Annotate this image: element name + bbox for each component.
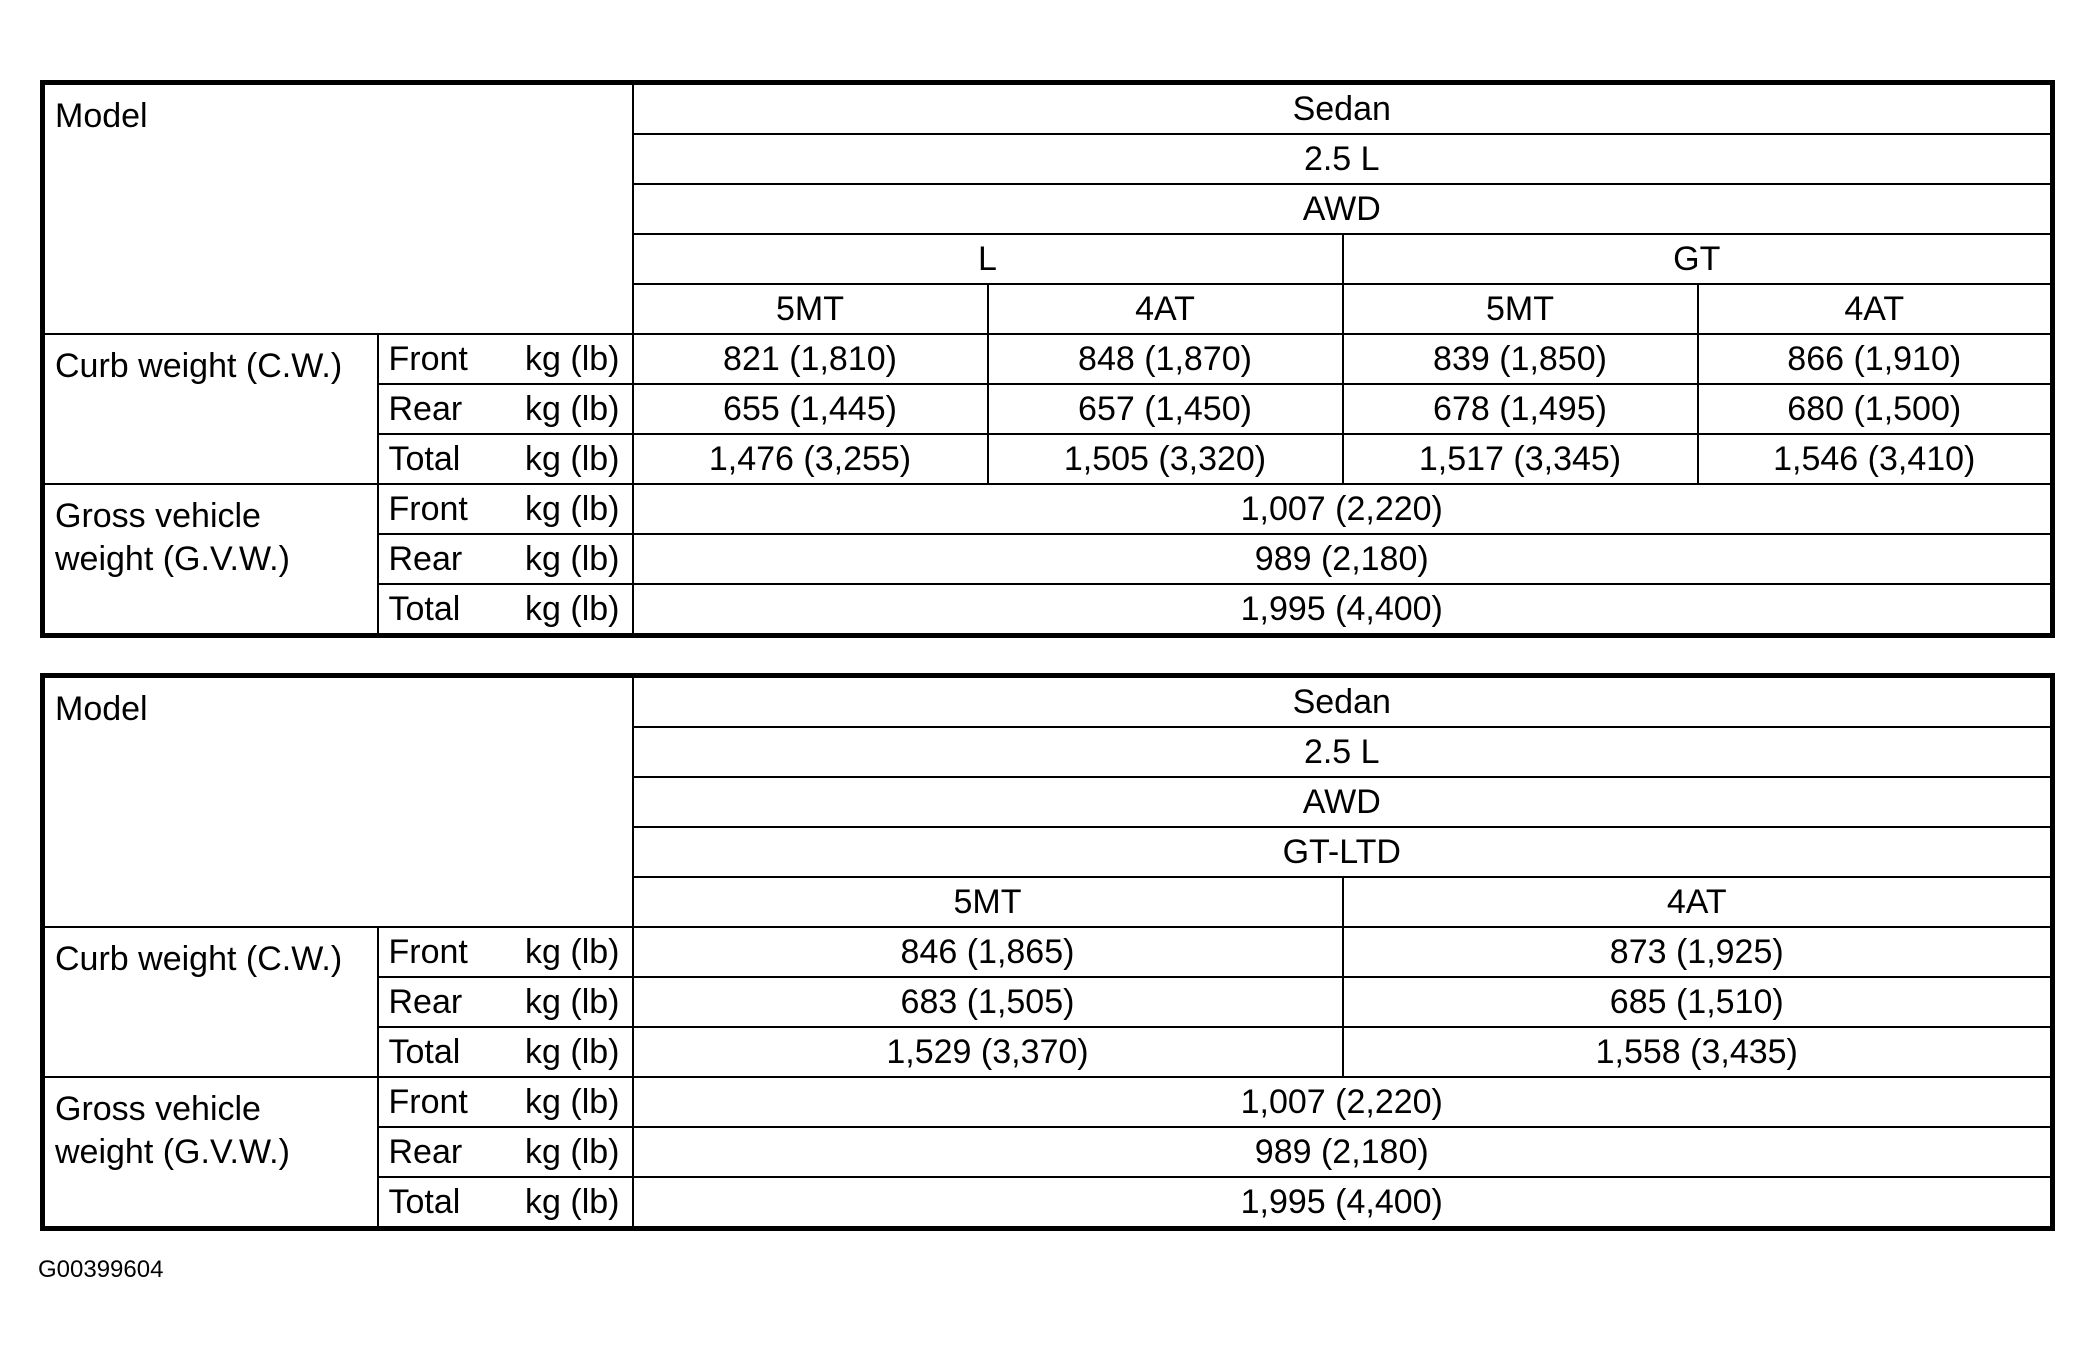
weight-value: 655 (1,445) — [633, 384, 988, 434]
table-row — [43, 927, 2053, 977]
figure-id: G00399604 — [38, 1256, 164, 1283]
unit-label: kg (lb) — [498, 1077, 633, 1127]
weight-value: 1,558 (3,435) — [1343, 1027, 2053, 1077]
position-label: Rear — [378, 534, 498, 584]
transmission-header: 5MT — [1343, 284, 1698, 334]
position-label: Total — [378, 1027, 498, 1077]
position-label: Front — [378, 1077, 498, 1127]
model-label: Model — [43, 83, 633, 335]
unit-label: kg (lb) — [498, 384, 633, 434]
weight-value: 1,007 (2,220) — [633, 1077, 2053, 1127]
unit-label: kg (lb) — [498, 584, 633, 636]
position-label: Rear — [378, 384, 498, 434]
unit-label: kg (lb) — [498, 927, 633, 977]
drive-type: AWD — [633, 777, 2053, 827]
grade-l: L — [633, 234, 1343, 284]
weight-value: 1,546 (3,410) — [1698, 434, 2053, 484]
weight-value: 1,995 (4,400) — [633, 584, 2053, 636]
table-row — [43, 1077, 2053, 1127]
unit-label: kg (lb) — [498, 1027, 633, 1077]
body-type: Sedan — [633, 676, 2053, 728]
grade-gt: GT — [1343, 234, 2053, 284]
position-label: Front — [378, 334, 498, 384]
unit-label: kg (lb) — [498, 1127, 633, 1177]
weight-value: 848 (1,870) — [988, 334, 1343, 384]
table-row — [43, 484, 2053, 534]
position-label: Front — [378, 927, 498, 977]
weight-value: 678 (1,495) — [1343, 384, 1698, 434]
weight-value: 680 (1,500) — [1698, 384, 2053, 434]
weight-value: 685 (1,510) — [1343, 977, 2053, 1027]
weight-value: 1,995 (4,400) — [633, 1177, 2053, 1229]
weight-value: 839 (1,850) — [1343, 334, 1698, 384]
curb-weight-label: Curb weight (C.W.) — [43, 334, 378, 484]
transmission-header: 5MT — [633, 877, 1343, 927]
gvw-label: Gross vehicle weight (G.V.W.) — [43, 1077, 378, 1229]
weight-value: 846 (1,865) — [633, 927, 1343, 977]
weight-value: 1,007 (2,220) — [633, 484, 2053, 534]
model-label: Model — [43, 676, 633, 928]
unit-label: kg (lb) — [498, 534, 633, 584]
unit-label: kg (lb) — [498, 434, 633, 484]
weight-value: 989 (2,180) — [633, 534, 2053, 584]
weight-value: 1,517 (3,345) — [1343, 434, 1698, 484]
weight-value: 1,529 (3,370) — [633, 1027, 1343, 1077]
position-label: Total — [378, 584, 498, 636]
curb-weight-label: Curb weight (C.W.) — [43, 927, 378, 1077]
position-label: Rear — [378, 977, 498, 1027]
transmission-header: 4AT — [1698, 284, 2053, 334]
engine-displacement: 2.5 L — [633, 134, 2053, 184]
weight-value: 683 (1,505) — [633, 977, 1343, 1027]
transmission-header: 4AT — [988, 284, 1343, 334]
engine-displacement: 2.5 L — [633, 727, 2053, 777]
weight-value: 657 (1,450) — [988, 384, 1343, 434]
position-label: Front — [378, 484, 498, 534]
weight-value: 821 (1,810) — [633, 334, 988, 384]
position-label: Total — [378, 434, 498, 484]
position-label: Rear — [378, 1127, 498, 1177]
weight-value: 989 (2,180) — [633, 1127, 2053, 1177]
position-label: Total — [378, 1177, 498, 1229]
transmission-header: 4AT — [1343, 877, 2053, 927]
grade-gt-ltd: GT-LTD — [633, 827, 2053, 877]
unit-label: kg (lb) — [498, 484, 633, 534]
vehicle-weight-table-1 — [40, 80, 2055, 638]
weight-value: 1,505 (3,320) — [988, 434, 1343, 484]
weight-value: 866 (1,910) — [1698, 334, 2053, 384]
unit-label: kg (lb) — [498, 334, 633, 384]
unit-label: kg (lb) — [498, 977, 633, 1027]
body-type: Sedan — [633, 83, 2053, 135]
gvw-label: Gross vehicle weight (G.V.W.) — [43, 484, 378, 636]
drive-type: AWD — [633, 184, 2053, 234]
weight-value: 873 (1,925) — [1343, 927, 2053, 977]
unit-label: kg (lb) — [498, 1177, 633, 1229]
table-row — [43, 334, 2053, 384]
transmission-header: 5MT — [633, 284, 988, 334]
weight-value: 1,476 (3,255) — [633, 434, 988, 484]
vehicle-weight-table-2 — [40, 673, 2055, 1231]
